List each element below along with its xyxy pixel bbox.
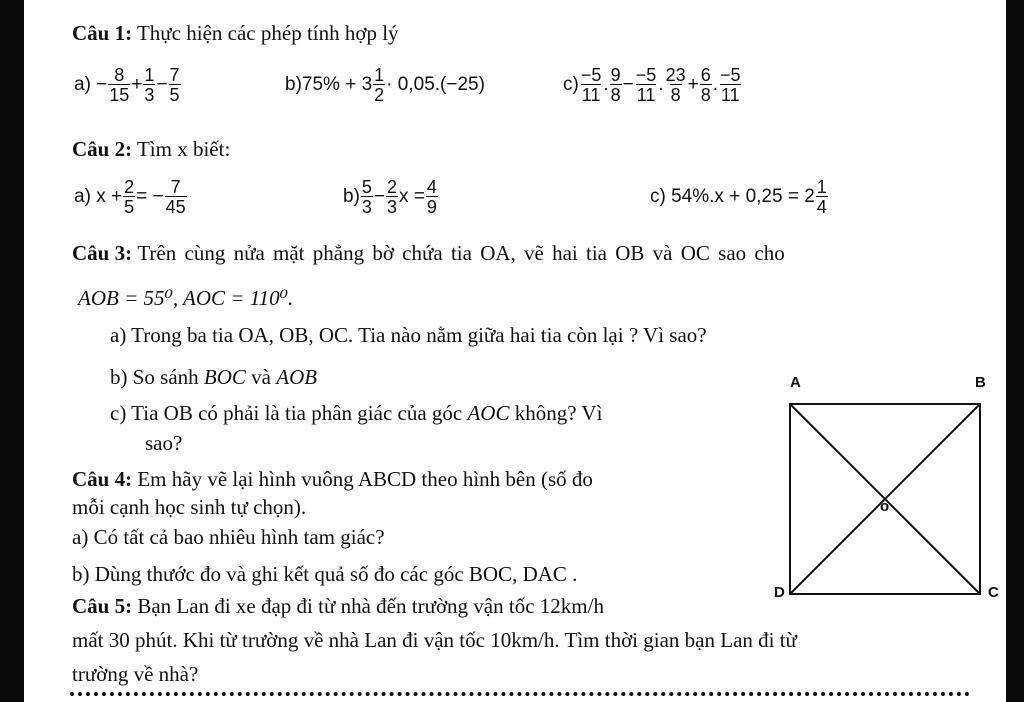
label-a: A	[790, 374, 801, 391]
q2-a-f2: $\frac{7}{45}$	[165, 177, 186, 217]
q3-c-cont: sao?	[145, 431, 183, 455]
q3-a: a) Trong ba tia OA, OB, OC. Tia nào nằm giữa hai tia còn lại ? Vì sao?	[110, 323, 707, 347]
q5-line1: Câu 5: Bạn Lan đi xe đạp đi từ nhà đến trường vận tốc 12km/h	[72, 594, 604, 618]
q2-a-f1: $\frac{2}{5}$	[124, 177, 135, 217]
label-c: C	[988, 584, 999, 601]
q2-c: c) 54%.x + 0,25 = 2 $\frac{1}{4}$	[650, 177, 827, 217]
q4-a: a) Có tất cả bao nhiêu hình tam giác?	[72, 525, 385, 549]
q1-c-f5: $\frac{6}{8}$	[700, 65, 711, 105]
q1-a-label: a)	[74, 74, 91, 96]
q1-c: c) $\frac{-5}{11}$ . $\frac{9}{8}$ − $\frac{-5}{11}$ . $\frac{23}{8}$ + $\frac{6}{8}$ . $\frac{-5}{11}$	[563, 65, 741, 105]
q1-c-f6: $\frac{-5}{11}$	[720, 65, 741, 105]
q2-heading: Câu 2:	[72, 137, 133, 161]
q2-title: Tìm x biết:	[136, 137, 231, 161]
q5-line2: mất 30 phút. Khi từ trường về nhà Lan đi vận tốc 10km/h. Tìm thời gian bạn Lan đi từ	[72, 628, 797, 652]
q3-intro-line	[72, 240, 972, 266]
left-border	[0, 0, 24, 702]
q1-a-frac3: $\frac{7}{5}$	[169, 65, 180, 105]
q3-b: b) So sánh BOC và AOB	[110, 365, 318, 389]
q2-c-mixed-frac: $\frac{1}{4}$	[816, 177, 827, 217]
q1-b-label: b)	[285, 74, 302, 96]
right-border	[1006, 0, 1024, 702]
q1-b-pre: 75% + 3	[301, 74, 373, 96]
q1-a: a) − $\frac{8}{15}$ + $\frac{1}{3}$ − $\frac{7}{5}$	[74, 65, 180, 105]
q1-c-f4: $\frac{23}{8}$	[665, 65, 686, 105]
q2-b-f1: $\frac{5}{3}$	[361, 177, 372, 217]
q1-b-post: · 0,05.(−25)	[386, 74, 485, 96]
q3-c: c) Tia OB có phải là tia phân giác của góc AOC không? Vì	[110, 401, 603, 425]
q1-title-line	[72, 20, 399, 46]
square-figure	[768, 372, 1008, 612]
label-d: D	[774, 584, 785, 601]
q5-line3: trường về nhà?	[72, 662, 199, 686]
label-o: o	[880, 498, 890, 515]
q3-heading: Câu 3:	[72, 241, 133, 265]
q4-b: b) Dùng thước đo và ghi kết quả số đo các góc BOC, DAC .	[72, 562, 578, 586]
q2-b: b) $\frac{5}{3}$ − $\frac{2}{3}$ x = $\frac{4}{9}$	[343, 177, 437, 217]
q1-title: Thực hiện các phép tính hợp lý	[136, 21, 399, 45]
q1-b-mixed-frac: $\frac{1}{2}$	[374, 65, 385, 105]
q4-line1: Câu 4: Em hãy vẽ lại hình vuông ABCD theo hình bên (số đo	[72, 467, 593, 491]
dotted-separator	[70, 692, 970, 696]
square-diagram	[768, 372, 1008, 612]
q5-heading: Câu 5:	[72, 594, 133, 618]
q1-a-frac2: $\frac{1}{3}$	[144, 65, 155, 105]
q2-b-f2: $\frac{2}{3}$	[387, 177, 398, 217]
q1-c-label: c)	[563, 74, 579, 96]
q2-b-f3: $\frac{4}{9}$	[426, 177, 437, 217]
label-b: B	[975, 374, 986, 391]
q1-c-f1: $\frac{-5}{11}$	[580, 65, 602, 105]
q1-b	[285, 66, 485, 104]
q2-a: a) x + $\frac{2}{5}$ = − $\frac{7}{45}$	[74, 177, 186, 217]
q1-c-f2: $\frac{9}{8}$	[610, 65, 621, 105]
q2-title-line	[72, 136, 230, 162]
q4-line2: mỗi cạnh học sinh tự chọn).	[72, 495, 307, 519]
q4-heading: Câu 4:	[72, 467, 133, 491]
q1-heading: Câu 1:	[72, 21, 133, 45]
q3-angles: AOB = 55⁰, AOC = 110⁰.	[78, 286, 294, 310]
q3-intro: Trên cùng nửa mặt phẳng bờ chứa tia OA, vẽ hai tia OB và OC sao cho	[137, 241, 785, 265]
q1-a-frac1: $\frac{8}{15}$	[109, 65, 130, 105]
q1-c-f3: $\frac{-5}{11}$	[635, 65, 657, 105]
